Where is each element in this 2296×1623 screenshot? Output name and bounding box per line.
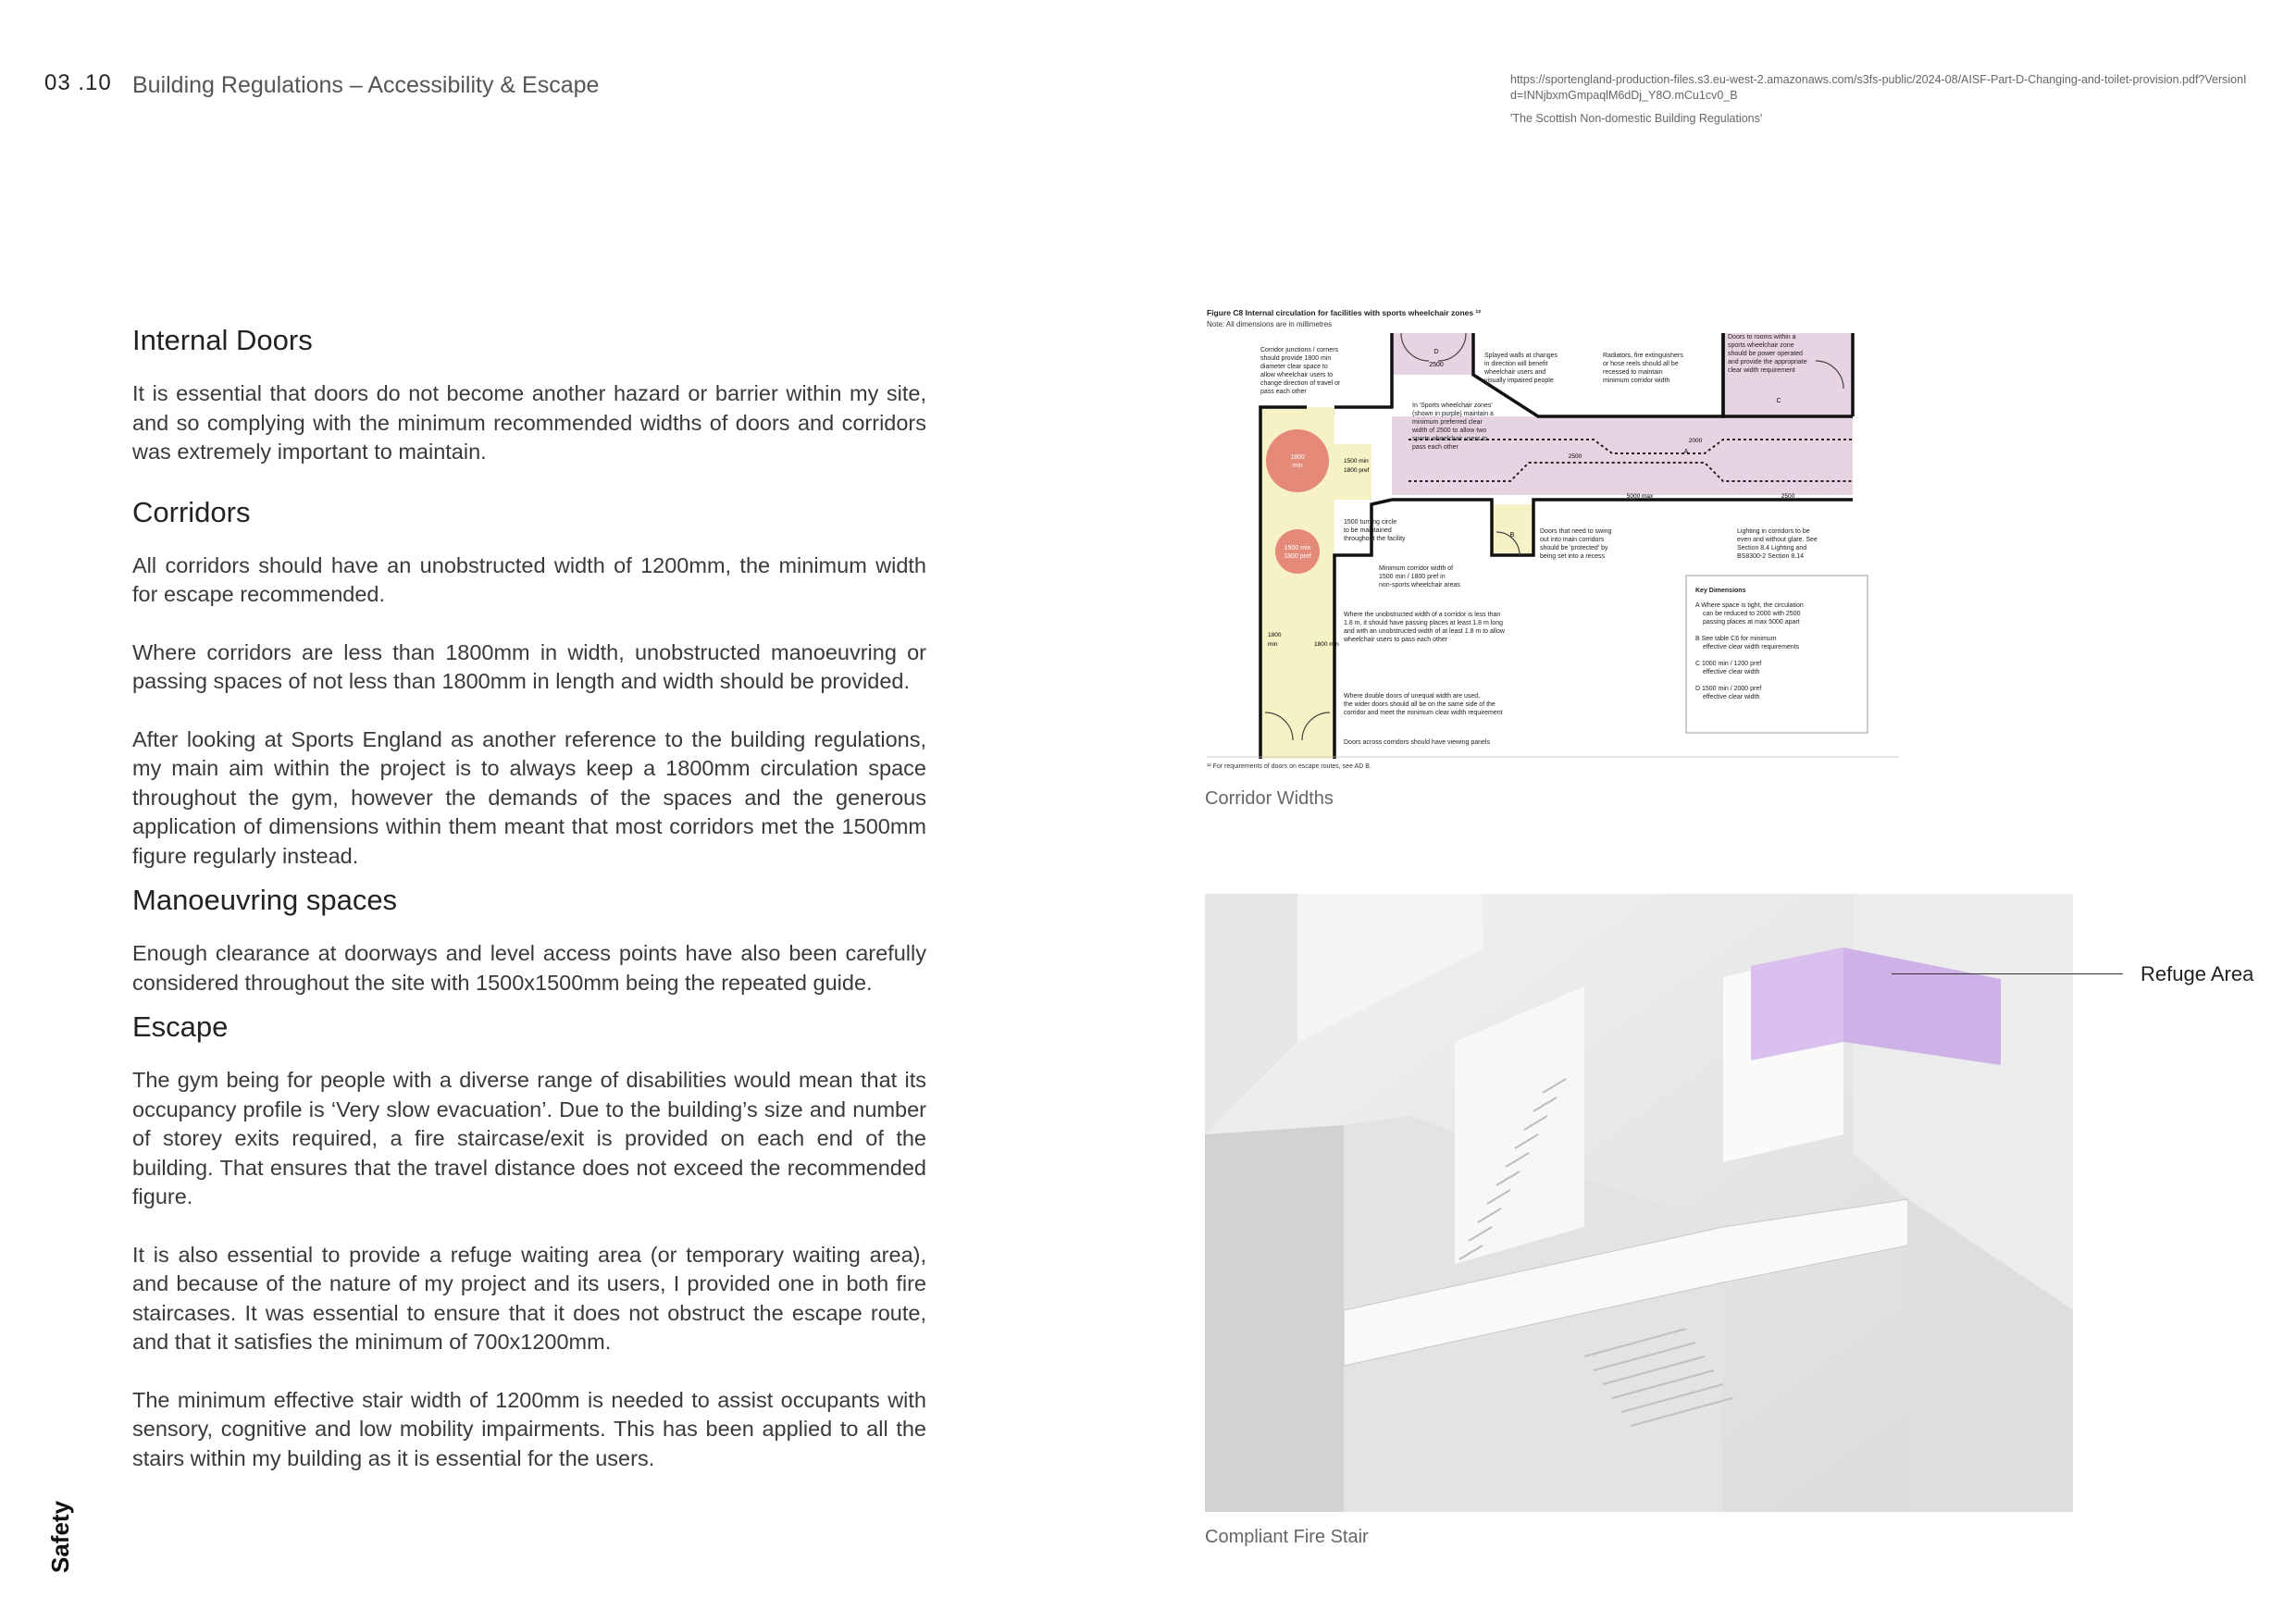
key-text: A Where space is tight, the circulation xyxy=(1695,602,1804,609)
circle-label: 1800 xyxy=(1290,454,1305,461)
figure-footnote: ¹² For requirements of doors on escape routes, see AD B. xyxy=(1207,763,1371,770)
turning-circle-small xyxy=(1275,529,1320,574)
figure-title: Figure C8 Internal circulation for facilities with sports wheelchair zones ¹² xyxy=(1207,308,1482,317)
annotation-text: pass each other xyxy=(1260,389,1307,395)
circle-label: min xyxy=(1292,463,1303,469)
annotation-text: out into main corridors xyxy=(1540,537,1605,543)
annotation-text: Splayed walls at changes xyxy=(1484,353,1558,359)
annotation-text: 1500 turning circle xyxy=(1344,519,1397,526)
dim-label: 1800 min xyxy=(1314,641,1339,648)
refuge-callout-line xyxy=(1892,973,2123,974)
annotation-text: In 'Sports wheelchair zones' xyxy=(1412,403,1493,409)
dim-label: 2000 xyxy=(1688,438,1703,444)
dim-label: A xyxy=(1683,449,1689,455)
door-recess xyxy=(1492,504,1533,555)
body-text-column xyxy=(132,324,926,1502)
annotation-text: width of 2500 to allow two xyxy=(1412,427,1487,434)
annotation-text: wheelchair users to pass each other xyxy=(1344,637,1448,643)
dim-label: 1800 xyxy=(1268,632,1282,638)
paragraph: After looking at Sports England as another reference to the building regulations, my main aim within the project is to always keep a 1800mm circulation space throughout the gym, however the demands of the spaces and the generous application of dimensions within them meant that most corridors met the 1500mm figure regularly instead. xyxy=(132,726,926,868)
dim-label: 5000 max xyxy=(1626,493,1654,500)
annotation-text: and provide the appropriate xyxy=(1728,359,1807,365)
annotation-text: change direction of travel or xyxy=(1260,380,1341,387)
key-text: effective clear width xyxy=(1703,694,1760,700)
dim-label: 2500 xyxy=(1429,362,1444,368)
dim-label: 1800 pref xyxy=(1344,467,1370,474)
annotation-text: Doors that need to swing xyxy=(1540,528,1612,535)
wheelchair-zone-top xyxy=(1392,333,1473,375)
refuge-area-label: Refuge Area xyxy=(2141,962,2254,985)
key-text: effective clear width requirements xyxy=(1703,644,1800,650)
annotation-text: throughout the facility xyxy=(1344,536,1406,542)
annotation-text: Lighting in corridors to be xyxy=(1737,528,1810,535)
reference-list xyxy=(1510,72,2251,127)
annotation-text: diameter clear space to xyxy=(1260,364,1328,370)
circle-label: 1800 pref xyxy=(1284,553,1311,560)
annotation-text: the wider doors should all be on the same side of the xyxy=(1344,701,1496,708)
paragraph: Enough clearance at doorways and level access points have also been carefully considered throughout the site with 1500x1500mm being the repeated guide. xyxy=(132,941,926,995)
paragraph: Where corridors are less than 1800mm in width, unobstructed manoeuvring or passing spaces of not less than 1800mm in length and width should be provided. xyxy=(132,639,926,693)
annotation-text: minimum preferred clear xyxy=(1412,419,1483,426)
heading-manoeuvring-spaces: Manoeuvring spaces xyxy=(132,884,398,916)
key-title: Key Dimensions xyxy=(1695,588,1746,594)
heading-escape: Escape xyxy=(132,1010,229,1043)
annotation-text: Doors to rooms within a xyxy=(1728,334,1796,341)
annotation-text: to be maintained xyxy=(1344,527,1392,534)
key-text: C 1000 min / 1200 pref xyxy=(1695,661,1762,667)
circle-label: 1500 min xyxy=(1284,545,1311,551)
dim-label: B xyxy=(1509,532,1515,539)
annotation-text: even and without glare. See xyxy=(1737,537,1818,543)
annotation-text: being set into a recess xyxy=(1540,553,1606,560)
heading-corridors: Corridors xyxy=(132,495,251,528)
key-text: effective clear width xyxy=(1703,669,1760,675)
heading-internal-doors: Internal Doors xyxy=(132,324,313,356)
annotation-text: recessed to maintain xyxy=(1603,369,1663,376)
paragraph: The gym being for people with a diverse range of disabilities would mean that its occupancy profile is ‘Very slow evacuation’. Due to the building’s size and number of storey exits required, a fire staircase/exit is provided on each end of the building. That ensures that the travel distance does not exceed the recommended figure. xyxy=(132,1068,926,1208)
annotation-text: pass each other xyxy=(1412,444,1458,451)
annotation-text: 1.8 m, it should have passing places at least 1.8 m long xyxy=(1344,620,1503,626)
dim-label: 1500 min xyxy=(1344,458,1369,465)
figure-note: Note: All dimensions are in millimetres xyxy=(1207,320,1333,328)
reference-url[interactable]: https://sportengland-production-files.s3.eu-west-2.amazonaws.com/s3fs-public/2024-08/AISF-Part-D-Changing-and-toilet-provision.pdf?VersionId=INNjbxmGmpaqlM6dDj_Y8O.mCu1cv0_B xyxy=(1510,73,2247,102)
annotation-text: Section 8.4 Lighting and xyxy=(1737,545,1807,551)
annotation-text: allow wheelchair users to xyxy=(1260,372,1334,378)
key-dimensions-box xyxy=(1686,576,1868,733)
annotation-text: sports wheelchair zone xyxy=(1728,342,1794,349)
annotation-text: should be power operated xyxy=(1728,351,1803,357)
key-text: B See table C6 for minimum xyxy=(1695,636,1777,642)
dim-label: C xyxy=(1776,398,1781,404)
section-title: Building Regulations – Accessibility & Escape xyxy=(132,72,600,98)
paragraph: All corridors should have an unobstructed width of 1200mm, the minimum width for escape recommended. xyxy=(132,552,926,606)
annotation-text: wheelchair users and xyxy=(1484,369,1546,376)
side-tab-label: Safety xyxy=(46,1500,74,1573)
annotation-text: 1500 min / 1800 pref in xyxy=(1379,574,1446,580)
annotation-text: clear width requirement xyxy=(1728,367,1795,374)
dim-label: min xyxy=(1268,641,1278,648)
annotation-text: and with an unobstructed width of at least 1.8 m to allow xyxy=(1344,628,1505,635)
column-left xyxy=(1205,1125,1344,1512)
corridor-widths-diagram xyxy=(1205,305,1901,775)
dim-label: 2500 xyxy=(1568,453,1582,460)
annotation-text: should provide 1800 min xyxy=(1260,355,1332,362)
key-text: can be reduced to 2000 with 2500 xyxy=(1703,611,1801,617)
annotation-text: non-sports wheelchair areas xyxy=(1379,582,1460,588)
annotation-text: should be 'protected' by xyxy=(1540,545,1608,551)
annotation-text: Minimum corridor width of xyxy=(1379,565,1454,572)
turning-circle-large xyxy=(1266,429,1329,492)
key-text: D 1500 min / 2000 pref xyxy=(1695,686,1762,692)
reference-doc: 'The Scottish Non-domestic Building Regulations' xyxy=(1510,112,1763,125)
annotation-text: Where double doors of unequal width are used, xyxy=(1344,693,1481,700)
page-number: 03 .10 xyxy=(44,70,112,95)
annotation-text: visually impaired people xyxy=(1484,378,1554,384)
key-text: passing places at max 5000 apart xyxy=(1703,619,1800,626)
annotation-text: (shown in purple) maintain a xyxy=(1412,411,1494,417)
annotation-text: minimum corridor width xyxy=(1603,378,1670,384)
annotation-text: or hose reels should all be xyxy=(1603,361,1679,367)
paragraph: It is essential that doors do not become another hazard or barrier within my site, and so complying with the minimum recommended widths of doors and corridors was extremely important to maintain. xyxy=(132,381,926,464)
annotation-text: corridor and meet the minimum clear width requirement xyxy=(1344,710,1503,716)
annotation-text: in direction will benefit xyxy=(1484,361,1548,367)
dim-label: D xyxy=(1433,349,1439,355)
annotation-text: Radiators, fire extinguishers xyxy=(1603,353,1683,359)
annotation-text: Doors across corridors should have viewing panels xyxy=(1344,739,1490,746)
annotation-text: Corridor junctions / corners xyxy=(1260,347,1339,353)
annotation-text: Where the unobstructed width of a corridor is less than xyxy=(1344,612,1501,618)
annotation-text: sports wheelchair users to xyxy=(1412,436,1488,442)
annotation-text: BS8300-2 Section 8.14 xyxy=(1737,553,1804,560)
refuge-area-front xyxy=(1751,948,1843,1060)
paragraph: The minimum effective stair width of 1200mm is needed to assist occupants with sensory, cognitive and low mobility impairments. This has been applied to all the stairs within my building as it is essential for the users. xyxy=(132,1387,926,1470)
paragraph: It is also essential to provide a refuge waiting area (or temporary waiting area), and because of the nature of my project and its users, I provided one in both fire staircases. It was essential to ensure that it does not obstruct the escape route, and that it satisfies the minimum of 700x1200mm. xyxy=(132,1242,926,1354)
fire-stair-render xyxy=(1205,894,2073,1512)
figure-caption-fire-stair: Compliant Fire Stair xyxy=(1205,1527,1369,1547)
dim-label: 2500 xyxy=(1781,493,1795,500)
figure-caption-corridor-widths: Corridor Widths xyxy=(1205,788,1334,809)
